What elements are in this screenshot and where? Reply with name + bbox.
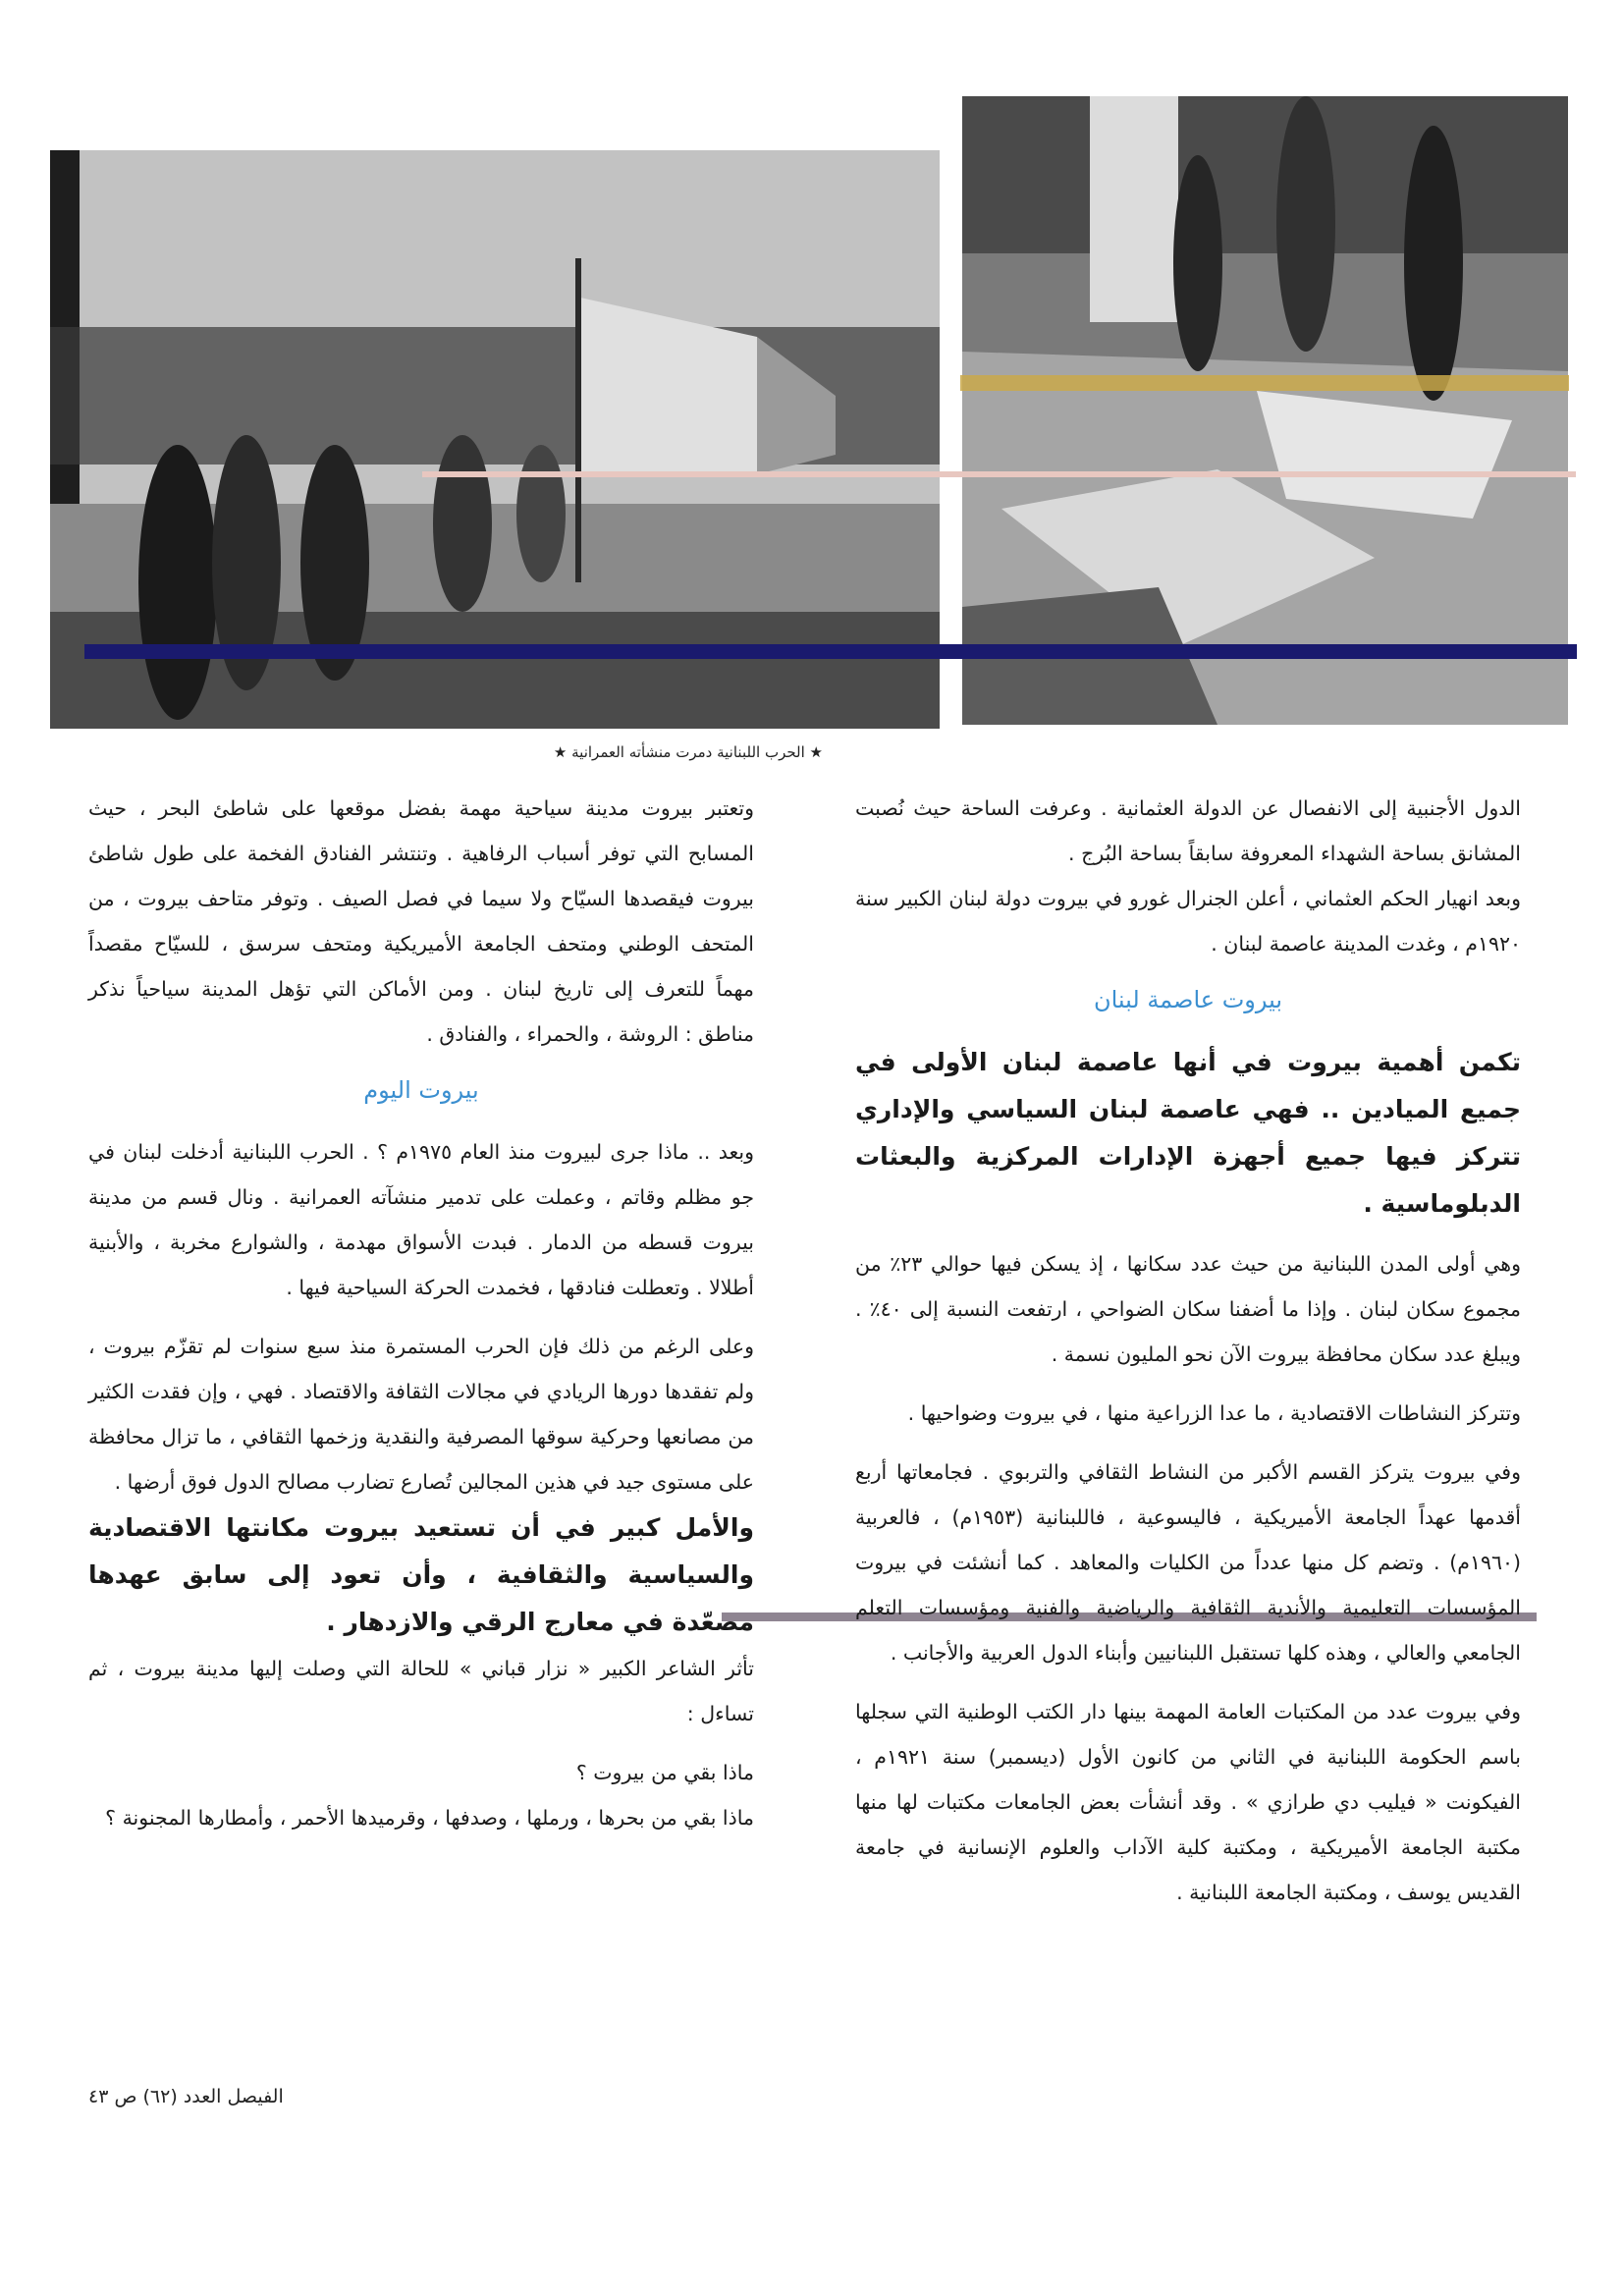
poem-line: ماذا بقي من بيروت ؟	[575, 1761, 754, 1784]
paragraph: وبعد .. ماذا جرى لبيروت منذ العام ١٩٧٥م ؟ . الحرب اللبنانية أدخلت لبنان في جو مظلم وقاتم ، وعملت على تدمير منشآته العمرانية . ونال قسم من مدينة بيروت قسطه من الدمار . فبدت الأسواق مهدمة ، والشوارع مخربة ، والأبنية أطلالا . وتعطلت فنادقها ، فخمدت الحركة السياحية فيها .	[88, 1140, 755, 1299]
lead-paragraph: تكمن أهمية بيروت في أنها عاصمة لبنان الأولى في جميع الميادين .. فهي عاصمة لبنان السياسي والإداري تتركز فيها جميع أجهزة الإدارات المركزية والبعثات الدبلوماسية .	[855, 1048, 1521, 1218]
stripe-gold	[960, 375, 1569, 391]
paragraph: وعلى الرغم من ذلك فإن الحرب المستمرة منذ سبع سنوات لم تقزّم بيروت ، ولم تفقدها دورها الريادي في مجالات الثقافة والاقتصاد . فهي ، وإن فقدت الكثير من مصانعها وحركية سوقها المصرفية والنقدية وزخمها الثقافي ، ما تزال محافظة على مستوى جيد في هذين المجالين تُصارع تضارب مصالح الدول فوق أرضها .	[88, 1335, 754, 1494]
street-scene-image	[50, 150, 940, 729]
page-footer: الفيصل العدد (٦٢) ص ٤٣	[88, 2086, 284, 2107]
ruins-image	[962, 96, 1568, 725]
paragraph: وفي بيروت يتركز القسم الأكبر من النشاط الثقافي والتربوي . فجامعاتها أربع أقدمها عهداً الجامعة الأميريكية ، فاليسوعية ، فاللبنانية (١٩٥٣م) ، فالعربية (١٩٦٠م) . وتضم كل منها عدداً من الكليات والمعاهد . كما أنشئت في بيروت المؤسسات التعليمية والأندية الثقافية والرياضية والفنية ومؤسسات التعلم الجامعي والعالي ، وهذه كلها تستقبل اللبنانيين وأبناء الدول العربية والأجانب .	[855, 1460, 1521, 1665]
paragraph: تأثر الشاعر الكبير « نزار قباني » للحالة التي وصلت إليها مدينة بيروت ، ثم تساءل :	[88, 1657, 754, 1725]
paragraph: وفي بيروت عدد من المكتبات العامة المهمة بينها دار الكتب الوطنية التي سجلها باسم الحكومة اللبنانية في الثاني من كانون الأول (ديسمبر) سنة ١٩٢١م ، الفيكونت « فيليب دي طرازي » . وقد أنشأت بعض الجامعات مكتبات لها منها مكتبة الجامعة الأميريكية ، ومكتبة كلية الآداب والعلوم الإنسانية في جامعة القديس يوسف ، ومكتبة الجامعة اللبنانية .	[855, 1700, 1521, 1904]
section-heading: بيروت اليوم	[363, 1076, 479, 1104]
paragraph: وهي أولى المدن اللبنانية من حيث عدد سكانها ، إذ يسكن فيها حوالي ٢٣٪ من مجموع سكان لبنان . وإذا ما أضفنا سكان الضواحي ، ارتفعت النسبة إلى ٤٠٪ . ويبلغ عدد سكان محافظة بيروت الآن نحو المليون نسمة .	[855, 1252, 1522, 1366]
photo-street-people	[50, 150, 940, 729]
paragraph: وبعد انهيار الحكم العثماني ، أعلن الجنرال غورو في بيروت دولة لبنان الكبير سنة ١٩٢٠م ، وغدت المدينة عاصمة لبنان .	[855, 887, 1521, 956]
stripe-pale	[422, 471, 1576, 477]
stripe-navy	[84, 644, 1577, 659]
poem-line: ماذا بقي من بحرها ، ورملها ، وصدفها ، وقرميدها الأحمر ، وأمطارها المجنونة ؟	[105, 1806, 754, 1830]
paragraph: وتتركز النشاطات الاقتصادية ، ما عدا الزراعية منها ، في بيروت وضواحيها .	[907, 1401, 1521, 1425]
right-column	[855, 786, 1521, 1915]
left-column	[88, 786, 754, 1840]
photo-caption: ★ الحرب اللبنانية دمرت منشأته العمرانية ★	[553, 743, 823, 761]
photo-ruins	[962, 96, 1568, 725]
paragraph: الدول الأجنبية إلى الانفصال عن الدولة العثمانية . وعرفت الساحة حيث نُصبت المشانق بساحة الشهداء المعروفة سابقاً بساحة البُرج .	[855, 796, 1521, 865]
section-heading: بيروت عاصمة لبنان	[1093, 986, 1283, 1013]
lead-paragraph: والأمل كبير في أن تستعيد بيروت مكانتها الاقتصادية والسياسية والثقافية ، وأن تعود إلى سابق عهدها مصعّدة في معارج الرقي والازدهار .	[88, 1513, 754, 1636]
paragraph: وتعتبر بيروت مدينة سياحية مهمة بفضل موقعها على شاطئ البحر ، حيث المسابح التي توفر أسباب الرفاهية . وتنتشر الفنادق الفخمة على طول شاطئ بيروت فيقصدها السيّاح ولا سيما في فصل الصيف . وتوفر متاحف بيروت ، من المتحف الوطني ومتحف الجامعة الأميريكية ومتحف سرسق ، للسيّاح مقصداً مهماً للتعرف إلى تاريخ لبنان . ومن الأماكن التي تؤهل المدينة سياحياً نذكر مناطق : الروشة ، والحمراء ، والفنادق .	[88, 796, 754, 1046]
